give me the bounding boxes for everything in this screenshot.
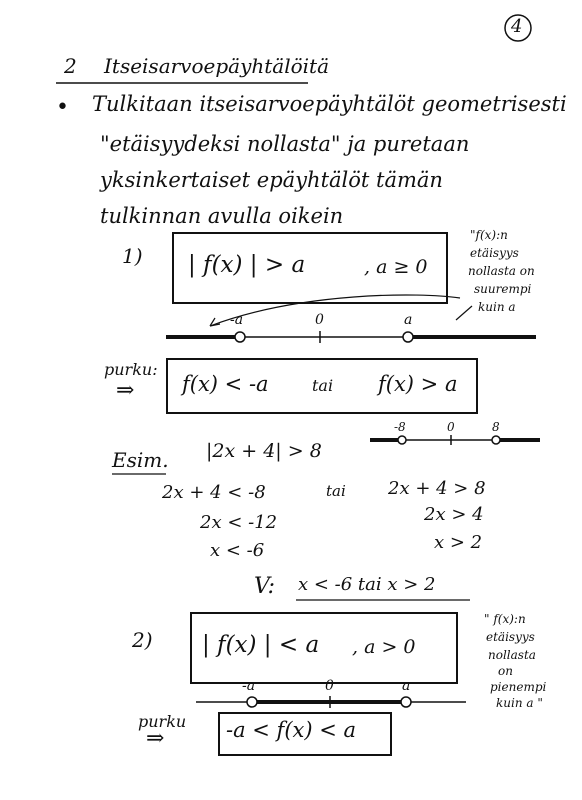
example-left-step-2: 2x < -12 — [200, 512, 278, 533]
example-tick-neg8: -8 — [394, 420, 406, 434]
case2-boxed-inequality: | f(x) | < a — [202, 632, 320, 658]
case1-note-5: kuin a — [478, 300, 516, 314]
example-tick-zero: 0 — [447, 420, 455, 434]
section-title: Itseisarvoepäyhtälöitä — [104, 54, 330, 78]
example-inequality: |2x + 4| > 8 — [206, 440, 322, 462]
section-number: 2 — [64, 54, 77, 78]
page-number: 4 — [511, 16, 523, 37]
case2-tick-a: a — [402, 678, 411, 694]
case1-tick-neg-a: -a — [230, 312, 244, 328]
example-right-step-3: x > 2 — [434, 532, 483, 553]
case2-note-1: " f(x):n — [484, 612, 526, 626]
example-left-step-1: 2x + 4 < -8 — [162, 482, 266, 503]
case1-arrow: ⇒ — [116, 378, 135, 403]
intro-line-4: tulkinnan avulla oikein — [100, 204, 344, 228]
case1-tick-a: a — [404, 312, 413, 328]
case2-condition: , a > 0 — [352, 636, 416, 658]
case1-note-2: etäisyys — [470, 246, 519, 260]
case1-result-left: f(x) < -a — [182, 372, 269, 396]
case1-result-join: tai — [312, 376, 334, 395]
example-join: tai — [326, 482, 346, 500]
case1-boxed-inequality: | f(x) | > a — [188, 252, 306, 278]
example-right-step-2: 2x > 4 — [424, 504, 484, 525]
example-label: Esim. — [112, 448, 169, 472]
case2-tick-neg-a: -a — [242, 678, 256, 694]
case2-purku-label: purku — [138, 712, 187, 731]
example-left-step-3: x < -6 — [210, 540, 265, 561]
intro-bullet: • — [56, 95, 69, 120]
intro-line-1: Tulkitaan itseisarvoepäyhtälöt geometrisesti — [92, 92, 567, 116]
example-check-mark: V: — [254, 574, 276, 599]
case2-note-5: pienempi — [490, 680, 547, 694]
case1-note-1: "f(x):n — [470, 228, 508, 242]
case2-note-4: on — [498, 664, 513, 678]
case2-tick-zero: 0 — [325, 678, 334, 694]
case2-result: -a < f(x) < a — [226, 718, 357, 742]
case1-condition: , a ≥ 0 — [364, 256, 428, 278]
case2-note-2: etäisyys — [486, 630, 535, 644]
case2-note-6: kuin a " — [496, 696, 543, 710]
example-answer: x < -6 tai x > 2 — [298, 574, 436, 595]
example-right-step-1: 2x + 4 > 8 — [388, 478, 486, 499]
case2-arrow: ⇒ — [146, 726, 165, 751]
intro-line-3: yksinkertaiset epäyhtälöt tämän — [100, 168, 443, 192]
intro-line-2: "etäisyydeksi nollasta" ja puretaan — [100, 132, 470, 156]
example-tick-8: 8 — [492, 420, 500, 434]
case1-result-right: f(x) > a — [378, 372, 458, 396]
case1-note-4: suurempi — [474, 282, 532, 296]
case1-tick-zero: 0 — [315, 312, 324, 328]
case1-note-3: nollasta on — [468, 264, 535, 278]
case1-purku-label: purku: — [104, 360, 158, 379]
case1-label: 1) — [122, 244, 143, 268]
case2-note-3: nollasta — [488, 648, 536, 662]
case2-label: 2) — [132, 628, 153, 652]
